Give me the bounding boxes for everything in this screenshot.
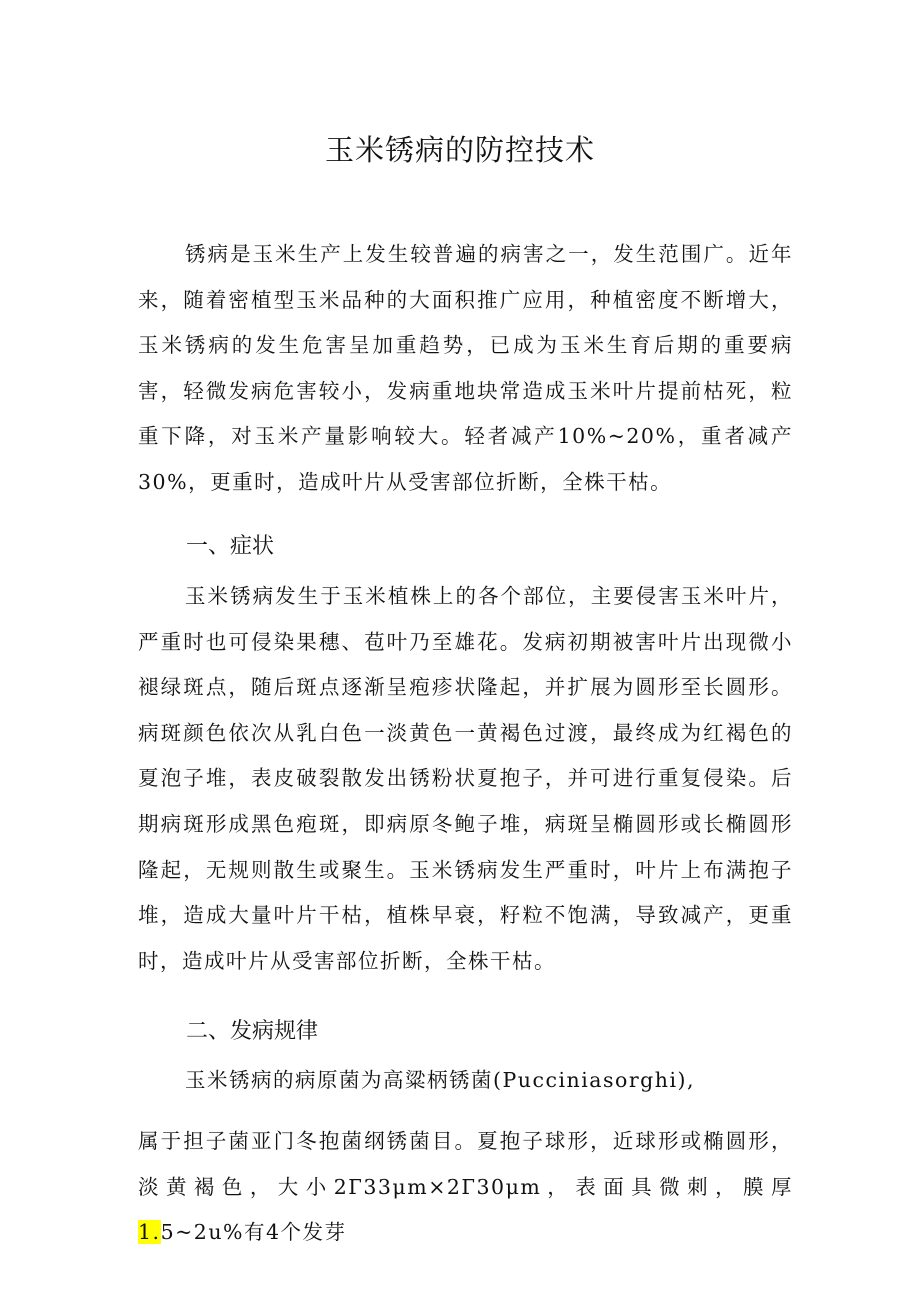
section-heading-disease-pattern: 二、发病规律 [186, 1019, 319, 1044]
disease-pattern-paragraph [138, 1119, 793, 1256]
disease-pattern-text-after: 5~2u%有4个发芽 [160, 1220, 347, 1245]
disease-pattern-text-before: 属于担子菌亚门冬抱菌纲锈菌目。夏抱子球形，近球形或椭圆形，淡黄褐色，大小2Г33μm×2Г30μm，表面具微刺，膜厚 [138, 1129, 793, 1199]
intro-paragraph: 锈病是玉米生产上发生较普遍的病害之一，发生范围广。近年来，随着密植型玉米品种的大面积推广应用，种植密度不断增大，玉米锈病的发生危害呈加重趋势，已成为玉米生育后期的重要病害，轻微发病危害较小，发病重地块常造成玉米叶片提前枯死，粒重下降，对玉米产量影响较大。轻者减产10%~20%，重者减产30%，更重时，造成叶片从受害部位折断，全株干枯。 [138, 242, 793, 494]
highlighted-text: 1. [138, 1220, 161, 1245]
document-title: 玉米锈病的防控技术 [324, 133, 595, 167]
symptoms-paragraph: 玉米锈病发生于玉米植株上的各个部位，主要侵害玉米叶片，严重时也可侵染果穗、苞叶乃至雄花。发病初期被害叶片出现微小褪绿斑点，随后斑点逐渐呈疱疹状隆起，并扩展为圆形至长圆形。病斑颜色依次从乳白色一淡黄色一黄褐色过渡，最终成为红褐色的夏泡子堆，表皮破裂散发出锈粉状夏抱子，并可进行重复侵染。后期病斑形成黑色疱斑，即病原冬鲍子堆，病斑呈椭圆形或长椭圆形隆起，无规则散生或聚生。玉米锈病发生严重时，叶片上布满抱子堆，造成大量叶片干枯，植株早衰，籽粒不饱满，导致减产，更重时，造成叶片从受害部位折断，全株干枯。 [138, 584, 793, 973]
section-heading-symptoms: 一、症状 [186, 534, 275, 559]
disease-pattern-line1: 玉米锈病的病原菌为高粱柄锈菌(Pucciniasorghi), [185, 1068, 696, 1092]
